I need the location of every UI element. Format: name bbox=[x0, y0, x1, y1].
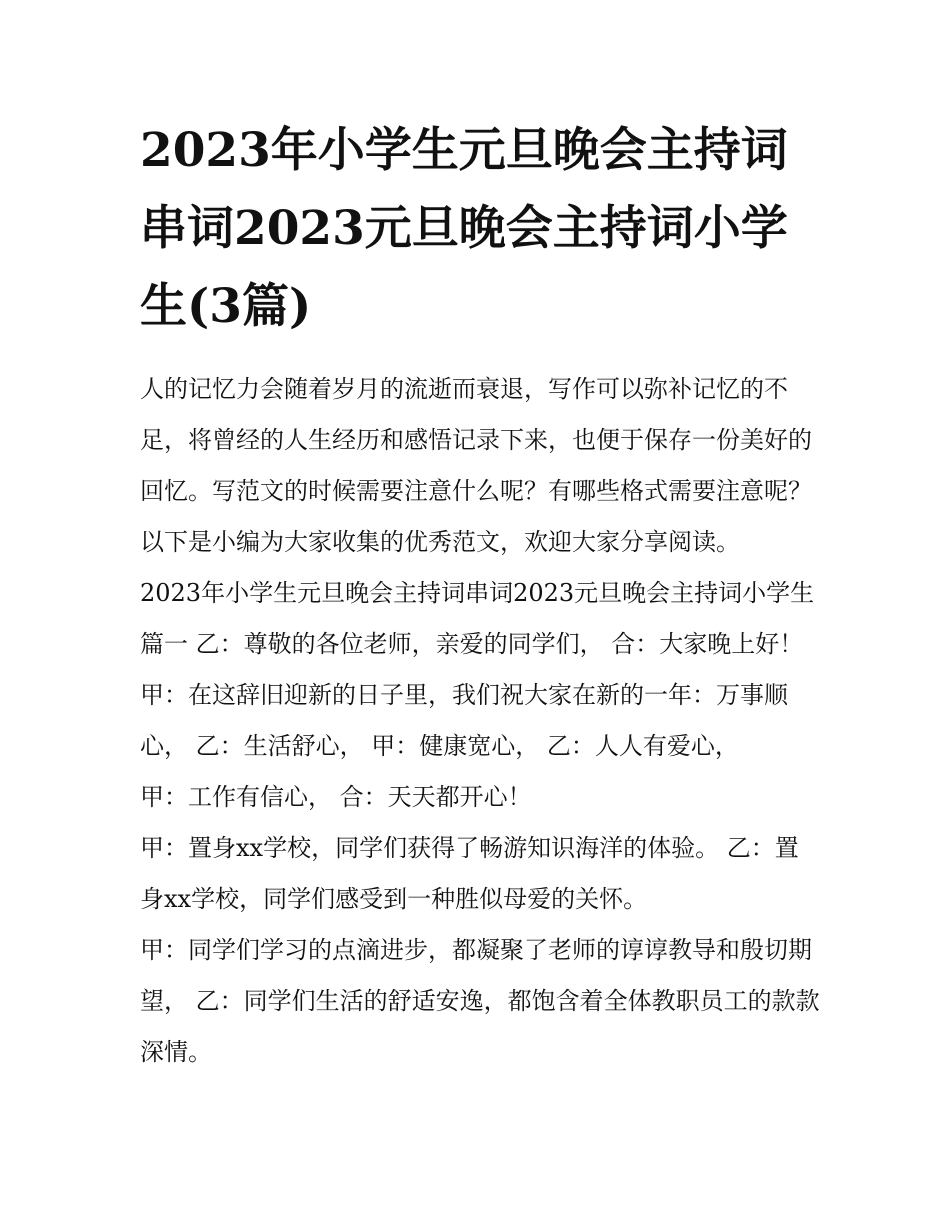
document-title: 2023年小学生元旦晚会主持词串词2023元旦晚会主持词小学生(3篇) bbox=[140, 123, 788, 334]
body-paragraph: 2023年小学生元旦晚会主持词串词2023元旦晚会主持词小学生篇一 乙：尊敬的各位老师，亲爱的同学们， 合：大家晚上好！ bbox=[140, 579, 815, 658]
body-paragraph: 甲：置身xx学校，同学们获得了畅游知识海洋的体验。 乙：置身xx学校，同学们感受到一种胜似母爱的关怀。 bbox=[140, 834, 799, 913]
body-paragraph: 甲：工作有信心， 合：天天都开心！ bbox=[140, 783, 532, 811]
body-paragraph: 甲：同学们学习的点滴进步，都凝聚了老师的谆谆教导和殷切期望， 乙：同学们生活的舒适安逸，都饱含着全体教职员工的款款深情。 bbox=[140, 936, 820, 1066]
body-paragraph: 甲：在这辞旧迎新的日子里，我们祝大家在新的一年：万事顺心， 乙：生活舒心， 甲：健康宽心， 乙：人人有爱心， bbox=[140, 681, 788, 760]
document-page bbox=[140, 112, 820, 1078]
document-body bbox=[140, 364, 820, 1078]
intro-paragraph: 人的记忆力会随着岁月的流逝而衰退，写作可以弥补记忆的不足，将曾经的人生经历和感悟记录下来，也便于保存一份美好的回忆。写范文的时候需要注意什么呢？有哪些格式需要注意呢？以下是小编为大家收集的优秀范文，欢迎大家分享阅读。 bbox=[140, 375, 812, 556]
